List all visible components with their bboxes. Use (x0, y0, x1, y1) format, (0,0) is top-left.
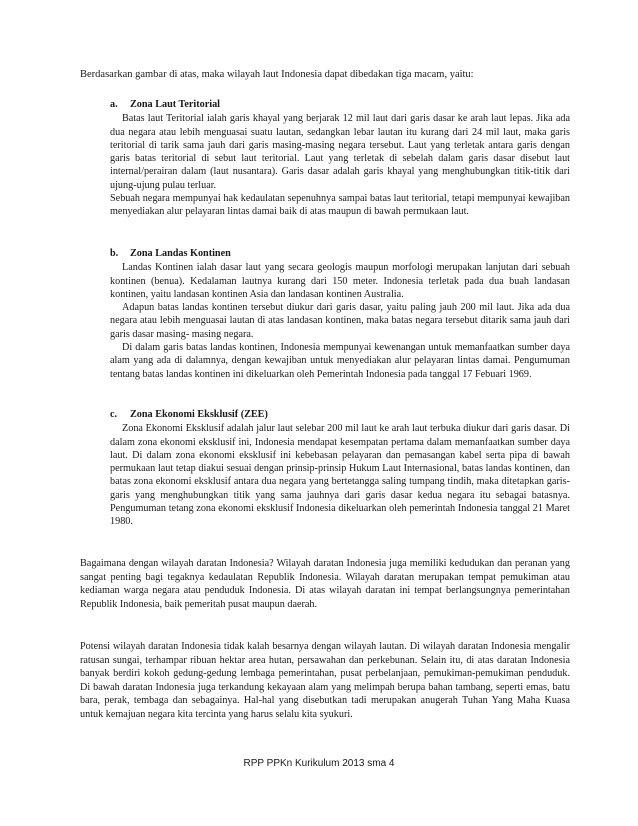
section-landas-kontinen (110, 247, 570, 381)
section-title: Zona Laut Teritorial (130, 99, 220, 110)
section-title: Zona Ekonomi Eksklusif (ZEE) (130, 409, 268, 420)
section-paragraph: Batas laut Teritorial ialah garis khayal yang berjarak 12 mil laut dari garis dasar ke arah laut lepas. Jika ada dua negara atau lebih menguasai suatu lautan, sedangkan lebar lautan itu kurang dari 24 mil laut, maka garis teritorial di tarik sama jauh dari garis masing-masing negara tersebut. Laut yang terletak antara garis dengan garis batas teritorial di sebut laut teritorial. Laut yang terletak di sebelah dalam garis dasar disebut laut internal/perairan dalam (laut nusantara). Garis dasar adalah garis khayal yang menghubungkan titik-titik dari ujung-ujung pulau terluar. (110, 113, 570, 191)
section-paragraph: Adapun batas landas kontinen tersebut diukur dari garis dasar, yaitu paling jauh 200 mil laut. Jika ada dua negara atau lebih menguasai lautan di atas landasan kontinen, maka batas negara tersebut ditarik sama jauh dari garis dasar masing- masing negara. (110, 302, 570, 340)
section-laut-teritorial (110, 98, 570, 219)
section-paragraph: Sebuah negara mempunyai hak kedaulatan sepenuhnya sampai batas laut teritorial, tetapi mempunyai kewajiban menyediakan alur pelayaran lintas damai baik di atas maupun di bawah permukaan laut. (110, 193, 570, 218)
section-heading (110, 247, 570, 260)
section-zee (110, 408, 570, 529)
intro-text: Berdasarkan gambar di atas, maka wilayah laut Indonesia dapat dibedakan tiga macam, yaitu: (80, 69, 474, 80)
section-paragraph: Di dalam garis batas landas kontinen, Indonesia mempunyai kewenangan untuk memanfaatkan sumber daya alam yang ada di dalamnya, dengan kewajiban untuk menyediakan alur pelayaran lintas damai. Pengumuman tentang batas landas kontinen ini dikeluarkan oleh Pemerintah Indonesia pada tanggal 17 Febuari 1969. (110, 342, 570, 380)
section-title: Zona Landas Kontinen (130, 248, 231, 259)
section-paragraph: Landas Kontinen ialah dasar laut yang secara geologis maupun morfologi merupakan lanjutan dari sebuah kontinen (benua). Kedalaman lautnya kurang dari 150 meter. Indonesia terletak pada dua buah landasan kontinen, yaitu landasan kontinen Asia dan landasan kontinen Australia. (110, 262, 570, 300)
section-paragraph: Zona Ekonomi Eksklusif adalah jalur laut selebar 200 mil laut ke arah laut terbuka diukur dari garis dasar. Di dalam zona ekonomi eksklusif ini, Indonesia mendapat kesempatan pertama dalam memanfaatkan sumber daya laut. Di dalam zona ekonomi eksklusif ini kebebasan pelayaran dan pemasangan kabel serta pipa di bawah permukaan laut tetap diakui sesuai dengan prinsip-prinsip Hukum Laut Internasional, batas landas kontinen, dan batas zona ekonomi eksklusif antara dua negara yang bertetangga saling tumpang tindih, maka ditetapkan garis-garis yang menghubungkan titik yang sama jauhnya dari garis dasar kedua negara itu sebagai batasnya. Pengumuman tetang zona ekonomi eksklusif Indonesia dikeluarkan oleh pemerintah Indonesia tanggal 21 Maret 1980. (110, 423, 570, 528)
section-letter: c. (110, 409, 118, 420)
page-footer: RPP PPKn Kurikulum 2013 sma 4 (243, 758, 395, 769)
section-letter: a. (110, 99, 118, 110)
section-heading (110, 408, 570, 421)
body-paragraph: Bagaimana dengan wilayah daratan Indonesia? Wilayah daratan Indonesia juga memiliki kedudukan dan peranan yang sangat penting bagi tegaknya kedaulatan Republik Indonesia. Wilayah daratan merupakan tempat pemukiman atau kediaman warga negara atau penduduk Indonesia. Di atas wilayah daratan ini tempat berlangsungnya pemerintahan Republik Indonesia, baik pemeritah pusat maupun daerah. (80, 558, 570, 610)
section-letter: b. (110, 248, 119, 259)
section-heading (110, 98, 570, 111)
body-paragraph: Potensi wilayah daratan Indonesia tidak kalah besarnya dengan wilayah lautan. Di wilayah daratan Indonesia mengalir ratusan sungai, terhampar ribuan hektar area hutan, persawahan dan perkebunan. Selain itu, di atas daratan Indonesia banyak berdiri kokoh gedung-gedung lembaga pemerintahan, pusat perbelanjaan, pemukiman-pemukiman penduduk. Di bawah daratan Indonesia juga terkandung kekayaan alam yang melimpah berupa bahan tambang, seperti emas, batu bara, perak, tembaga dan sebagainya. Hal-hal yang disebutkan tadi merupakan anugerah Tuhan Yang Maha Kuasa untuk kemajuan negara kita tercinta yang harus selalu kita syukuri. (80, 641, 570, 720)
